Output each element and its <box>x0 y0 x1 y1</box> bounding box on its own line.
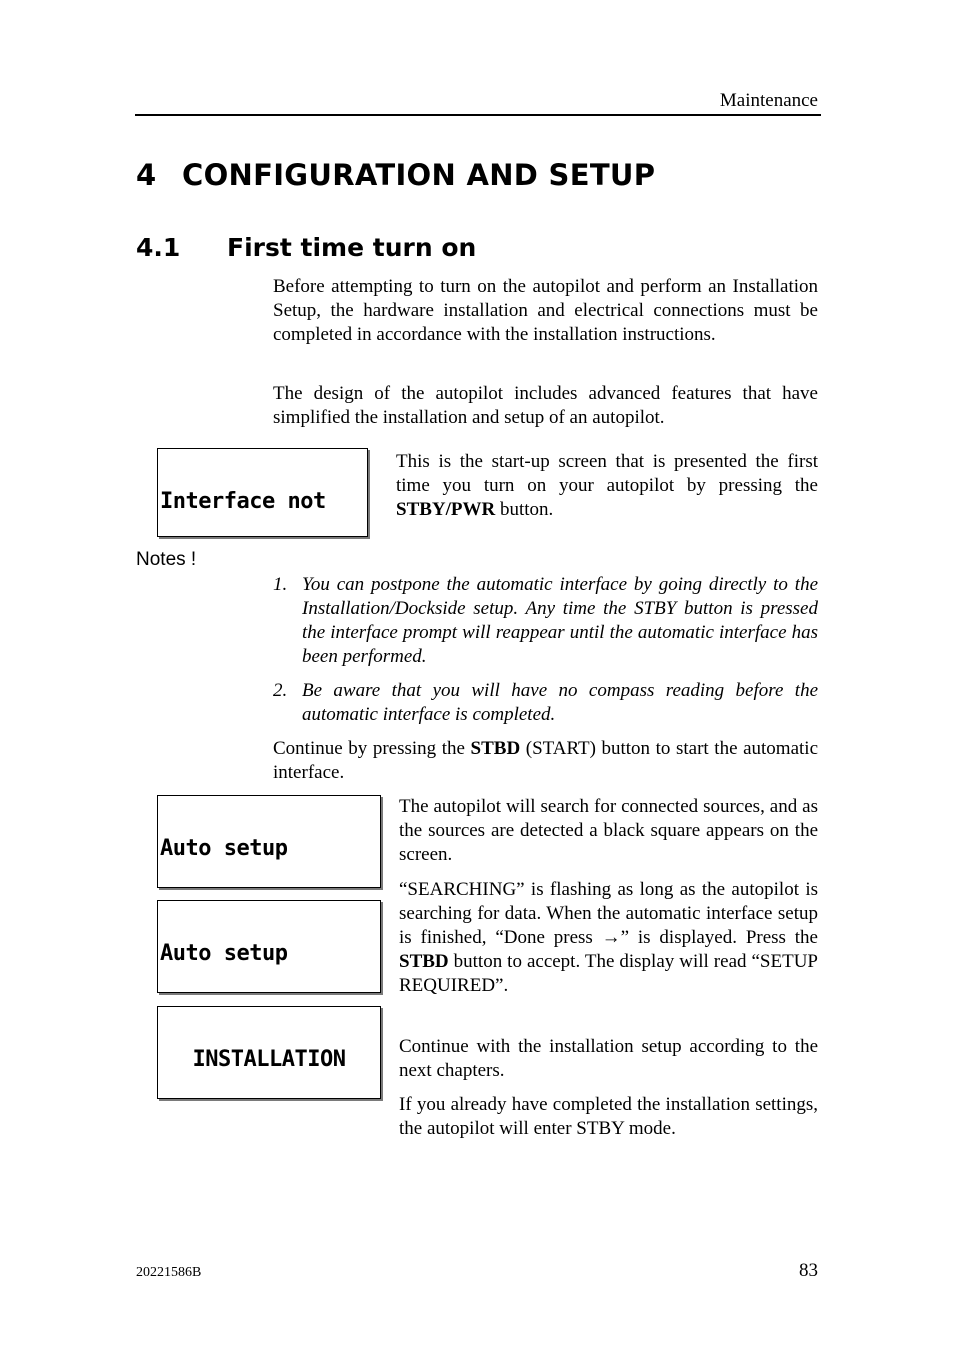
note-number: 2. <box>273 680 288 701</box>
lcd-line: Auto setup <box>160 836 288 861</box>
stbd-label: STBD <box>470 738 521 759</box>
chapter-heading <box>136 158 655 192</box>
lcd-line: INSTALLATION <box>192 1047 346 1072</box>
chapter-number: 4 <box>136 158 157 192</box>
next-chapters-paragraph: Continue with the installation setup according to the next chapters. <box>399 1036 818 1081</box>
intro-paragraph: Before attempting to turn on the autopilot and perform an Installation Setup, the hardware installation and electrical connections must be completed in accordance with the installation instructions. <box>273 276 818 345</box>
continue-paragraph <box>273 737 818 785</box>
section-heading <box>136 233 476 262</box>
lcd-line: Interface not <box>160 489 326 514</box>
section-title: First time turn on <box>227 233 477 262</box>
notes-heading: Notes ! <box>136 549 197 570</box>
lcd-line: Auto setup <box>160 941 288 966</box>
stbd-label: STBD <box>399 951 449 972</box>
text-run: This is the start-up screen that is presented the first time you turn on your autopilot by pressing the <box>396 451 818 496</box>
lcd-startup-screen <box>157 448 368 537</box>
section-number: 4.1 <box>136 233 181 262</box>
lcd-done-screen <box>157 900 381 993</box>
stby-pwr-label: STBY/PWR <box>396 499 496 520</box>
chapter-title: CONFIGURATION AND SETUP <box>182 158 656 192</box>
document-number: 20221586B <box>136 1265 202 1280</box>
text-run: Continue by pressing the <box>273 738 471 759</box>
design-paragraph: The design of the autopilot includes advanced features that have simplified the installation and setup of an autopilot. <box>273 383 818 428</box>
note-text: You can postpone the automatic interface by going directly to the Installation/Dockside setup. Any time the STBY button is pressed the interface prompt will reappear until the automatic interface has been performed. <box>302 574 818 667</box>
search-paragraph: The autopilot will search for connected sources, and as the sources are detected a black square appears on the screen. <box>399 796 818 865</box>
lcd-searching-screen <box>157 795 381 888</box>
searching-paragraph <box>399 878 818 998</box>
text-run: button. <box>495 499 554 520</box>
text-run: button to accept. The display will read “SETUP REQUIRED”. <box>399 951 818 996</box>
note-text: Be aware that you will have no compass reading before the automatic interface is completed. <box>302 680 818 725</box>
note-number: 1. <box>273 574 288 595</box>
header-rule <box>135 114 821 116</box>
text-run: “SEARCHING” is flashing as long as the autopilot is searching for data. When the automatic interface setup is finished, “Done press →” is displayed. Press the <box>399 879 818 948</box>
lcd-installation-screen <box>157 1006 381 1099</box>
text-run: (START) button to start the automatic interface. <box>273 738 818 783</box>
stby-mode-paragraph: If you already have completed the installation settings, the autopilot will enter STBY mode. <box>399 1094 818 1139</box>
running-header: Maintenance <box>719 90 818 111</box>
note-item <box>273 573 818 669</box>
page-number: 83 <box>799 1260 818 1281</box>
startup-paragraph <box>396 450 818 522</box>
note-item <box>273 679 818 727</box>
